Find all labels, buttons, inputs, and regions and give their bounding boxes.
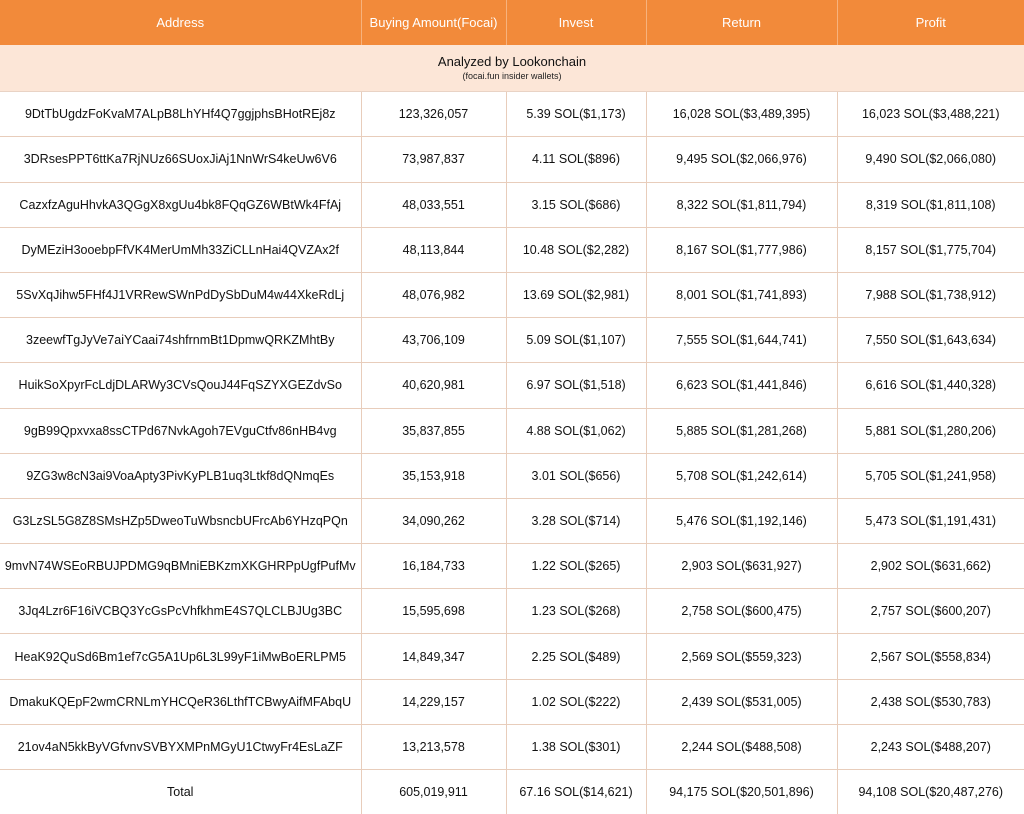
banner-title: Analyzed by Lookonchain — [437, 54, 587, 70]
cell-invest: 1.02 SOL($222) — [506, 679, 646, 724]
banner — [0, 45, 1024, 92]
cell-profit: 8,157 SOL($1,775,704) — [837, 227, 1024, 272]
cell-address: DyMEziH3ooebpFfVK4MerUmMh33ZiCLLnHai4QVZAx2f — [0, 227, 361, 272]
header-invest: Invest — [506, 0, 646, 45]
table-body — [0, 92, 1024, 770]
cell-return: 2,569 SOL($559,323) — [646, 634, 837, 679]
cell-invest: 2.25 SOL($489) — [506, 634, 646, 679]
table-row — [0, 679, 1024, 724]
table-row — [0, 408, 1024, 453]
cell-address: 5SvXqJihw5FHf4J1VRRewSWnPdDySbDuM4w44XkeRdLj — [0, 272, 361, 317]
cell-profit: 2,757 SOL($600,207) — [837, 589, 1024, 634]
cell-address: HeaK92QuSd6Bm1ef7cG5A1Up6L3L99yF1iMwBoERLPM5 — [0, 634, 361, 679]
cell-invest: 3.01 SOL($656) — [506, 453, 646, 498]
header-buying-amount: Buying Amount(Focai) — [361, 0, 506, 45]
cell-invest: 3.28 SOL($714) — [506, 498, 646, 543]
cell-buying-amount: 35,837,855 — [361, 408, 506, 453]
cell-return: 8,322 SOL($1,811,794) — [646, 182, 837, 227]
cell-return: 7,555 SOL($1,644,741) — [646, 318, 837, 363]
cell-profit: 16,023 SOL($3,488,221) — [837, 92, 1024, 137]
table-row — [0, 724, 1024, 769]
cell-address: G3LzSL5G8Z8SMsHZp5DweoTuWbsncbUFrcAb6YHzqPQn — [0, 498, 361, 543]
table-row — [0, 272, 1024, 317]
cell-profit: 5,473 SOL($1,191,431) — [837, 498, 1024, 543]
cell-return: 2,903 SOL($631,927) — [646, 544, 837, 589]
header-address: Address — [0, 0, 361, 45]
table-row — [0, 498, 1024, 543]
table-row — [0, 92, 1024, 137]
cell-return: 16,028 SOL($3,489,395) — [646, 92, 837, 137]
cell-buying-amount: 43,706,109 — [361, 318, 506, 363]
table-row — [0, 137, 1024, 182]
cell-profit: 2,902 SOL($631,662) — [837, 544, 1024, 589]
cell-return: 2,758 SOL($600,475) — [646, 589, 837, 634]
cell-profit: 2,243 SOL($488,207) — [837, 724, 1024, 769]
cell-invest: 3.15 SOL($686) — [506, 182, 646, 227]
cell-profit: 2,567 SOL($558,834) — [837, 634, 1024, 679]
banner-row — [0, 45, 1024, 92]
total-buying-amount: 605,019,911 — [361, 770, 506, 814]
cell-address: 3zeewfTgJyVe7aiYCaai74shfrnmBt1DpmwQRKZMhtBy — [0, 318, 361, 363]
cell-buying-amount: 48,033,551 — [361, 182, 506, 227]
cell-buying-amount: 34,090,262 — [361, 498, 506, 543]
cell-address: 9gB99Qpxvxa8ssCTPd67NvkAgoh7EVguCtfv86nHB4vg — [0, 408, 361, 453]
cell-invest: 4.88 SOL($1,062) — [506, 408, 646, 453]
cell-address: 3DRsesPPT6ttKa7RjNUz66SUoxJiAj1NnWrS4keUw6V6 — [0, 137, 361, 182]
cell-invest: 1.22 SOL($265) — [506, 544, 646, 589]
cell-return: 8,001 SOL($1,741,893) — [646, 272, 837, 317]
cell-profit: 5,881 SOL($1,280,206) — [837, 408, 1024, 453]
table-row — [0, 634, 1024, 679]
cell-return: 8,167 SOL($1,777,986) — [646, 227, 837, 272]
cell-return: 6,623 SOL($1,441,846) — [646, 363, 837, 408]
cell-address: DmakuKQEpF2wmCRNLmYHCQeR36LthfTCBwyAifMFAbqU — [0, 679, 361, 724]
table-row — [0, 318, 1024, 363]
cell-invest: 4.11 SOL($896) — [506, 137, 646, 182]
cell-buying-amount: 123,326,057 — [361, 92, 506, 137]
cell-return: 2,439 SOL($531,005) — [646, 679, 837, 724]
cell-invest: 5.09 SOL($1,107) — [506, 318, 646, 363]
cell-invest: 5.39 SOL($1,173) — [506, 92, 646, 137]
cell-address: CazxfzAguHhvkA3QGgX8xgUu4bk8FQqGZ6WBtWk4FfAj — [0, 182, 361, 227]
total-row — [0, 770, 1024, 814]
header-profit: Profit — [837, 0, 1024, 45]
cell-address: HuikSoXpyrFcLdjDLARWy3CVsQouJ44FqSZYXGEZdvSo — [0, 363, 361, 408]
table-row — [0, 227, 1024, 272]
table-row — [0, 544, 1024, 589]
cell-return: 5,708 SOL($1,242,614) — [646, 453, 837, 498]
cell-address: 21ov4aN5kkByVGfvnvSVBYXMPnMGyU1CtwyFr4EsLaZF — [0, 724, 361, 769]
banner-subtitle: (focai.fun insider wallets) — [462, 71, 562, 82]
total-invest: 67.16 SOL($14,621) — [506, 770, 646, 814]
header-return: Return — [646, 0, 837, 45]
total-profit: 94,108 SOL($20,487,276) — [858, 785, 1004, 799]
cell-profit: 5,705 SOL($1,241,958) — [837, 453, 1024, 498]
cell-address: 9ZG3w8cN3ai9VoaApty3PivKyPLB1uq3Ltkf8dQNmqEs — [0, 453, 361, 498]
cell-invest: 1.23 SOL($268) — [506, 589, 646, 634]
cell-address: 9mvN74WSEoRBUJPDMG9qBMniEBKzmXKGHRPpUgfPufMv — [0, 544, 361, 589]
cell-address: 3Jq4Lzr6F16iVCBQ3YcGsPcVhfkhmE4S7QLCLBJUg3BC — [0, 589, 361, 634]
cell-return: 5,885 SOL($1,281,268) — [646, 408, 837, 453]
cell-buying-amount: 48,076,982 — [361, 272, 506, 317]
cell-buying-amount: 13,213,578 — [361, 724, 506, 769]
cell-profit: 9,490 SOL($2,066,080) — [837, 137, 1024, 182]
table-row — [0, 363, 1024, 408]
cell-profit: 8,319 SOL($1,811,108) — [837, 182, 1024, 227]
cell-profit: 7,988 SOL($1,738,912) — [837, 272, 1024, 317]
total-label: Total — [0, 770, 361, 814]
cell-buying-amount: 73,987,837 — [361, 137, 506, 182]
cell-invest: 10.48 SOL($2,282) — [506, 227, 646, 272]
table-row — [0, 453, 1024, 498]
cell-buying-amount: 14,229,157 — [361, 679, 506, 724]
cell-buying-amount: 14,849,347 — [361, 634, 506, 679]
table-row — [0, 589, 1024, 634]
cell-invest: 13.69 SOL($2,981) — [506, 272, 646, 317]
cell-buying-amount: 15,595,698 — [361, 589, 506, 634]
cell-return: 9,495 SOL($2,066,976) — [646, 137, 837, 182]
header-row — [0, 0, 1024, 45]
cell-buying-amount: 48,113,844 — [361, 227, 506, 272]
cell-return: 5,476 SOL($1,192,146) — [646, 498, 837, 543]
cell-buying-amount: 35,153,918 — [361, 453, 506, 498]
cell-return: 2,244 SOL($488,508) — [646, 724, 837, 769]
table-row — [0, 182, 1024, 227]
cell-buying-amount: 16,184,733 — [361, 544, 506, 589]
cell-profit: 2,438 SOL($530,783) — [837, 679, 1024, 724]
cell-profit: 6,616 SOL($1,440,328) — [837, 363, 1024, 408]
cell-profit: 7,550 SOL($1,643,634) — [837, 318, 1024, 363]
total-return: 94,175 SOL($20,501,896) — [646, 770, 837, 814]
cell-address: 9DtTbUgdzFoKvaM7ALpB8LhYHf4Q7ggjphsBHotREj8z — [0, 92, 361, 137]
cell-invest: 1.38 SOL($301) — [506, 724, 646, 769]
cell-buying-amount: 40,620,981 — [361, 363, 506, 408]
cell-invest: 6.97 SOL($1,518) — [506, 363, 646, 408]
